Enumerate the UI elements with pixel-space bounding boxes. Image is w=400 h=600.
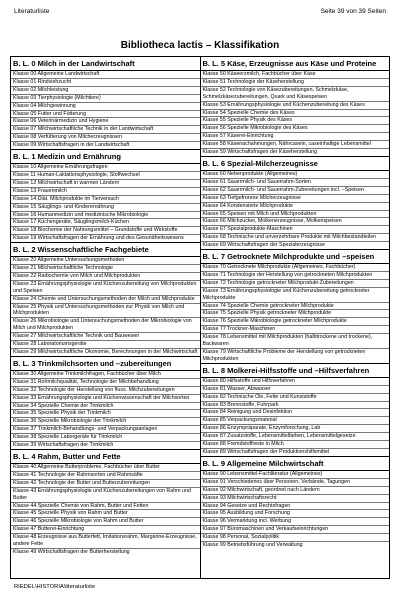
section	[201, 250, 390, 364]
table-row: Klasse 05 Futter und Fütterung	[11, 111, 200, 119]
table-row: Klasse 80 Hilfsstoffe und Hilfsverfahren	[201, 378, 390, 386]
table-row: Klasse 06 Veterinärmedizin und Hygiene	[11, 118, 200, 126]
table-row: Klasse 65 Speisen mit Milch und Milchprodukten	[201, 211, 390, 219]
table-row: Klasse 15 Säuglings- und Kinderernährung	[11, 204, 200, 212]
header-right: Seite 39 von 39 Seiten	[320, 8, 386, 15]
table-row: Klasse 70 Getrocknete Milchprodukte (Allgemeines, Fachbücher)	[201, 264, 390, 272]
table-row: Klasse 34 Spezielle Chemie der Trinkmilch	[11, 403, 200, 411]
table-row: Klasse 48 Erzeugnisse aus Butterfett, Imitationsrahm, Margarine-Erzeugnisse, andere Fette	[11, 534, 200, 549]
table-row: Klasse 61 Sauermilch- und Sauerrahm-Sorten	[201, 179, 390, 187]
table-row: Klasse 73 Ernährungsphysiologie und Küchenzubereitung getrockneter Milchprodukte	[201, 288, 390, 303]
table-row: Klasse 32 Technologie der Herstellung von fluss. Milchzubereitungen	[11, 387, 200, 395]
table-row: Klasse 71 Technologie der Herstellung von getrockneten Milchprodukten	[201, 272, 390, 280]
table-row: Klasse 99 Betriebsführung und Verwaltung	[202, 542, 303, 549]
table-row: Klasse 11 Human-Laktationsphysiologie, Stoffwechsel	[11, 172, 200, 180]
table-row: Klasse 13 Frauenmilch	[11, 188, 200, 196]
table-row: Klasse 92 Milchwirtschaft, geordnet nach Ländern	[201, 487, 390, 495]
table-row: Klasse 51 Technologie der Käseherstellung	[201, 79, 390, 87]
table-row: Klasse 81 Wasser, Abwasser	[201, 386, 390, 394]
table-row: Klasse 62 Sauermilch- und Sauerrahm-Zubereitungen incl. –Speisen	[201, 187, 390, 195]
table-row: Klasse 18 Biochemie der Nahrungsmittel – Grundstoffe und Wirkstoffe	[11, 227, 200, 235]
table-row: Klasse 84 Reinigung und Desinfektion	[201, 409, 390, 417]
section	[11, 57, 200, 150]
table-row: Klasse 77 Trockner-Maschinen	[201, 326, 390, 334]
table-row: Klasse 53 Ernährungsphysiologie und Küchenzubereitung des Käses	[201, 102, 390, 110]
section	[201, 457, 390, 549]
table-row: Klasse 85 Verpackungsmaterial	[201, 417, 390, 425]
table-row: Klasse 56 Spezielle Mikrobiologie des Käses	[201, 125, 390, 133]
section	[201, 364, 390, 457]
table-row: Klasse 91 Verschiedenes über Personen, Verbände, Tagungen	[201, 479, 390, 487]
table-row: Klasse 09 Wirtschaftsfragen in der Landwirtschaft	[13, 142, 130, 149]
table-row: Klasse 20 Allgemeine Untersuchungsmethoden	[11, 257, 200, 265]
section-heading: B. L. 8 Molkerei-Hilfsstoffe und –Hilfsverfahren	[201, 364, 390, 378]
table-row: Klasse 39 Wirtschaftsfragen der Trinkmilch	[13, 442, 114, 449]
page-title: Bibliotheca lactis – Klassifikation	[120, 40, 280, 51]
section-heading: B. L. 1 Medizin und Ernährung	[11, 150, 200, 164]
table-row: Klasse 94 Gesetze und Rechtsfragen	[201, 503, 390, 511]
table-row: Klasse 47 Butterei-Einrichtung	[11, 526, 200, 534]
table-row: Klasse 21 Milchwirtschaftliche Technologie	[11, 265, 200, 273]
table-row: Klasse 43 Ernährungsphysiologie und Küchenzubereitungen von Rahm und Butter	[11, 488, 200, 503]
page-header	[14, 8, 386, 20]
table-row: Klasse 46 Spezielle Mikrobiologie von Rahm und Butter	[11, 518, 200, 526]
table-row: Klasse 27 Milchwirtschaftliche Technik und Bauwesen	[11, 333, 200, 341]
section-heading: B. L. 5 Käse, Erzeugnisse aus Käse und Proteine	[201, 57, 390, 71]
table-row: Klasse 93 Milchwirtschaftsrecht	[201, 495, 390, 503]
table-row: Klasse 96 Vermarktung incl. Werbung	[201, 518, 390, 526]
table-row: Klasse 12 Milchwirtschaft in warmen Ländern	[11, 180, 200, 188]
table-row: Klasse 19 Wirtschaftsfragen der Ernährung und des Gesundheitswesens	[13, 235, 184, 242]
table-row: Klasse 35 Spezielle Physik der Trinkmilch	[11, 410, 200, 418]
section-heading: B. L. 3 Trinkmilchsorten und –zubereitungen	[11, 357, 200, 371]
table-row: Klasse 49 Wirtschaftsfragen der Butterherstellung	[13, 548, 130, 555]
table-row: Klasse 90 Lebensmittel-Fachliteratur (Allgemeines)	[201, 471, 390, 479]
table-row: Klasse 04 Milchgewinnung	[11, 103, 200, 111]
table-row: Klasse 01 Rindviehzucht	[11, 79, 200, 87]
section	[11, 150, 200, 243]
section-heading: B. L. 0 Milch in der Landwirtschaft	[11, 57, 200, 71]
table-row: Klasse 97 Büromaschinen und Verkaufseinrichtungen	[201, 526, 390, 534]
table-row: Klasse 89 Wirtschaftsfragen der Produktionshilfsmittel	[202, 448, 330, 455]
table-row: Klasse 63 Tiefgefrorene Milcherzeugnisse	[201, 195, 390, 203]
table-row: Klasse 98 Personal, Sozialpolitik	[201, 534, 390, 542]
table-row: Klasse 40 Allgemeine Butterprobleme, Fachbücher über Butter	[11, 464, 200, 472]
table-row: Klasse 79 Wirtschaftliche Probleme der Herstellung von getrockneten Milchprodukten	[202, 349, 366, 362]
table-row: Klasse 36 Spezielle Mikrobiologie der Trinkmilch	[11, 418, 200, 426]
table-row: Klasse 02 Milchleistung	[11, 87, 200, 95]
right-column	[200, 57, 390, 578]
table-row: Klasse 67 Spezialprodukte-Maschinen	[201, 226, 390, 234]
table-row: Klasse 26 Mikrobiologie und Untersuchungsmethoden der Mikrobiologie von Milch und Milchprodukten	[11, 318, 200, 333]
table-row: Klasse 38 Spezielle Laborgeräte für Trinkmilch	[11, 434, 200, 442]
table-row: Klasse 07 Milchwirtschaftliche Technik in der Landwirtschaft	[11, 126, 200, 134]
table-row: Klasse 54 Spezielle Chemie des Käses	[201, 110, 390, 118]
table-row: Klasse 33 Ernährungsphysiologie und Küchenwissenschaft der Milchsorten	[11, 395, 200, 403]
table-row: Klasse 88 Fremdstoffreste in Milch	[201, 441, 390, 449]
table-row: Klasse 17 Küchengeräte, Säuglingsmilch-Küchen	[11, 219, 200, 227]
table-row: Klasse 00 Allgemeine Landwirtschaft	[11, 71, 200, 79]
table-row: Klasse 37 Trinkmilch-Behandlungs- und Verpackungsanlagen	[11, 426, 200, 434]
table-row: Klasse 55 Spezielle Physik des Käses	[201, 117, 390, 125]
section-heading: B. L. 6 Spezial-Milcherzeugnisse	[201, 157, 390, 171]
table-row: Klasse 72 Technologie getrockneter Milchprodukt-Zubereitungen	[201, 280, 390, 288]
table-row: Klasse 82 Technische Öle, Fette und Kunststoffe	[201, 394, 390, 402]
table-row: Klasse 41 Technologie der Rahmsorten und Rahmsäfte	[11, 472, 200, 480]
classification-table	[10, 56, 390, 579]
table-row: Klasse 22 Radiochemie von Milch und Milchprodukten	[11, 273, 200, 281]
table-row: Klasse 42 Technologie der Butter und Butterzubereitungen	[11, 480, 200, 488]
table-row: Klasse 52 Technologie von Käsezubereitungen, Schmelzkäse, Schmelzkäsezubereitungen, Quark und Käsespeisen	[201, 87, 390, 102]
section-heading: B. L. 9 Allgemeine Milchwirtschaft	[201, 457, 390, 471]
table-row: Klasse 30 Allgemeine Trinkmilchfragen, Fachbücher über Milch	[11, 371, 200, 379]
table-row: Klasse 45 Spezielle Physik von Rahm und Butter	[11, 510, 200, 518]
section	[201, 157, 390, 250]
section	[11, 450, 200, 556]
table-row: Klasse 16 Humanmedizin und medizinische Mikrobiologie	[11, 212, 200, 220]
table-row: Klasse 60 Nebenprodukte (Allgemeines)	[201, 171, 390, 179]
table-row: Klasse 44 Spezielle Chemie von Rahm, Butter und Fetten	[11, 503, 200, 511]
table-row: Klasse 31 Rohmilchqualität, Technologie der Milchbehandlung	[11, 379, 200, 387]
table-row: Klasse 78 Lebensmittel mit Milchprodukten (halbtrockene und trockene), Backwaren	[201, 334, 390, 349]
table-row: Klasse 64 Kondensierte Milchprodukte	[201, 203, 390, 211]
section-heading: B. L. 2 Wissenschaftliche Fachgebiete	[11, 243, 200, 257]
section	[201, 57, 390, 157]
section-heading: B. L. 4 Rahm, Butter und Fette	[11, 450, 200, 464]
section	[11, 357, 200, 450]
table-row: Klasse 10 Allgemeine Ernährungsfragen	[11, 164, 200, 172]
table-row: Klasse 68 Technische und unverzehrbare Produkte mit Milchbestandteilen	[201, 234, 390, 242]
table-row: Klasse 75 Spezielle Physik getrockneter Milchprodukte	[201, 310, 390, 318]
table-row: Klasse 03 Tierphysiologie (Milchtiere)	[11, 95, 200, 103]
table-row: Klasse 86 Enzympräparate, Enzymforschung, Lab	[201, 425, 390, 433]
table-row: Klasse 83 Brennstoffe, Fuhrpark	[201, 402, 390, 410]
header-left: Literaturliste	[14, 8, 50, 15]
table-row: Klasse 29 Milchwirtschaftliche Ökonomie, Berechnungen in der Milchwirtschaft	[13, 349, 198, 355]
table-row: Klasse 76 Spezielle Mikrobiologie getrockneter Milchprodukte	[201, 318, 390, 326]
table-row: Klasse 50 Käseerzmilch, Fachbücher über Käse	[201, 71, 390, 79]
table-row: Klasse 24 Chemie und Untersuchungsmethoden der Milch und Milchprodukte	[11, 296, 200, 304]
table-row: Klasse 58 Käsenachahmungen, Nährcasein, caseinhaltige Lebensmittel	[201, 141, 390, 149]
page-footer: RIEDEL\HISTORIA\literaturliste	[14, 584, 96, 590]
table-row: Klasse 23 Ernährungsphysiologie und Küchenzubereitung von Milchprodukten und Speisen	[11, 281, 200, 296]
table-row: Klasse 28 Laboratoriumsgeräte	[11, 341, 200, 349]
table-row: Klasse 57 Käserei-Einrichtung	[201, 133, 390, 141]
table-row: Klasse 25 Physik und Untersuchungsmethoden zur Physik von Milch und Milchprodukten	[11, 304, 200, 319]
table-row: Klasse 95 Ausbildung und Forschung	[201, 510, 390, 518]
table-row: Klasse 08 Verfütterung von Milcherzeugnissen	[11, 134, 200, 142]
table-row: Klasse 69 Wirtschaftsfragen der Spezialerzeugnisse	[202, 242, 325, 249]
left-column	[11, 57, 200, 578]
section-heading: B. L. 7 Getrocknete Milchprodukte und –speisen	[201, 250, 390, 264]
table-row: Klasse 59 Wirtschaftsfragen der Käseherstellung	[202, 149, 318, 156]
table-row: Klasse 87 Zusatzstoffe, Lebensmittelfarben, Lebensmittelgesetze	[201, 433, 390, 441]
table-row: Klasse 14 Diät. Milchprodukte im Tierversuch	[11, 196, 200, 204]
section	[11, 243, 200, 357]
table-row: Klasse 74 Spezielle Chemie getrockneter Milchprodukte	[201, 303, 390, 311]
table-row: Klasse 66 Milchzucker, Molkenerzeugnisse, Molkenspeisen	[201, 218, 390, 226]
